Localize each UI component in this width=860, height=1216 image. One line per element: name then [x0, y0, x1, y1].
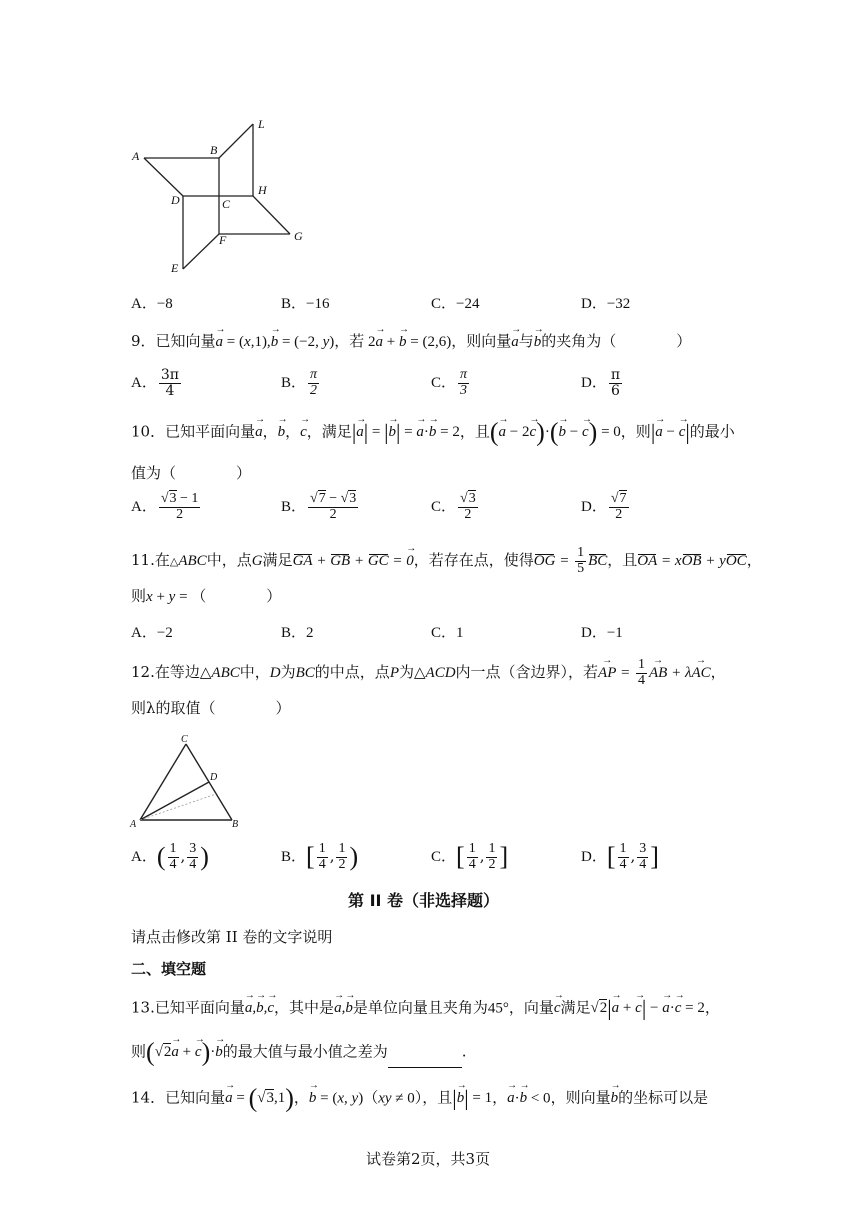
q11-option-a[interactable]: A．−2: [131, 625, 173, 641]
q10-option-b[interactable]: B． $\frac{√7 - √3}{2}$: [281, 491, 357, 522]
q11-option-c[interactable]: C．1: [431, 625, 464, 641]
fig8-label: F: [219, 233, 227, 247]
fig12-label: C: [181, 734, 188, 745]
q12-option-b[interactable]: B．[ $\frac{1}{4}$ , $\frac{1}{2}$ ): [281, 841, 359, 872]
section-2-title: 第 II 卷（非选择题）: [348, 891, 500, 910]
fig8-label: B: [210, 143, 218, 157]
q11-option-d[interactable]: D．−1: [581, 625, 623, 641]
q9-option-c[interactable]: C． $\frac{\pi}{3}$: [431, 367, 468, 398]
page-footer: 试卷第2页，共3页: [366, 1150, 491, 1168]
q10-stem-line2: 值为（ ）: [131, 464, 252, 482]
q12-figure: [128, 732, 248, 832]
section-2-note[interactable]: 请点击修改第 II 卷的文字说明: [131, 928, 333, 946]
q12-stem-line1: 12.在等边△ABC中，D为BC的中点，点P为△ACD内一点（含边界），若→ AP = $\frac{1}{4}$ → AB + λ→ AC，: [131, 658, 726, 688]
q12-option-a[interactable]: A．( $\frac{1}{4}$ , $\frac{3}{4}$ ): [131, 841, 209, 872]
q8-figure: [130, 112, 310, 280]
q10-option-d[interactable]: D． $\frac{√7}{2}$: [581, 491, 627, 522]
fig8-label: L: [258, 117, 265, 131]
q11-stem-line1: 11.在△ABC中，点G满足GA + GB + GC = → 0，若存在点，使得OG = $\frac{1}{5}$ BC，且OA = xOB + yOC，: [131, 546, 762, 576]
q8-option-c[interactable]: C．−24: [431, 296, 480, 312]
q9-option-b[interactable]: B． $\frac{\pi}{2}$: [281, 367, 318, 398]
q9-stem: 9．已知向量→ a = (x,1),→ b = (−2, y)，若 2→ a + → b = (2,6)，则向量→ a与→ b的夹角为（ ）: [131, 330, 691, 351]
q13-answer-blank[interactable]: [388, 1053, 462, 1068]
q12-stem-line2: 则λ的取值（ ）: [131, 699, 291, 717]
q10-option-a[interactable]: A． $\frac{√3 - 1}{2}$: [131, 491, 199, 522]
q13-stem-line1: 13.已知平面向量→ a,→ b,→ c，其中是→ a,→ b是单位向量且夹角为45°，向量→ c满足√2|→ a + → c| − → a·→ c = 2，: [131, 996, 720, 1022]
q8-option-b[interactable]: B．−16: [281, 296, 330, 312]
section-2-heading: 二、填空题: [131, 960, 207, 978]
q9-option-d[interactable]: D． $\frac{\pi}{6}$: [581, 367, 621, 399]
q8-option-d[interactable]: D．−32: [581, 296, 631, 312]
fig8-label: G: [294, 229, 303, 243]
q10-stem-line1: 10．已知平面向量→ a，→ b，→ c，满足|→ a| = |→ b| = → a·→ b = 2，且(→ a − 2→ c)·(→ b − → c) = 0，则|→ a − → c|的最小: [131, 418, 735, 448]
q14-stem: 14．已知向量→ a = (√3,1)，→ b = (x, y)（xy ≠ 0），且|→ b| = 1，→ a·→ b < 0，则向量→ b的坐标可以是: [131, 1084, 708, 1114]
fig8-label: E: [171, 261, 179, 275]
q9-option-a[interactable]: A． $\frac{3\pi}{4}$: [131, 367, 179, 399]
fig8-label: C: [222, 197, 231, 211]
q13-stem-line2: 则(√2→ a + → c)·→ b的最大值与最小值之差为 .: [131, 1038, 467, 1068]
q11-stem-line2: 则x + y = （ ）: [131, 587, 282, 605]
q12-option-d[interactable]: D．[ $\frac{1}{4}$ , $\frac{3}{4}$ ]: [581, 841, 659, 872]
q8-option-a[interactable]: A．−8: [131, 296, 173, 312]
q11-option-b[interactable]: B．2: [281, 625, 314, 641]
fig8-label: H: [258, 183, 267, 197]
fig12-label: A: [130, 819, 137, 830]
fig12-label: B: [232, 819, 239, 830]
q12-option-c[interactable]: C．[ $\frac{1}{4}$ , $\frac{1}{2}$ ]: [431, 841, 509, 872]
fig8-label: A: [132, 149, 140, 163]
fig8-label: D: [171, 193, 180, 207]
fig12-label: D: [210, 772, 218, 783]
q10-option-c[interactable]: C． $\frac{√3}{2}$: [431, 491, 476, 522]
